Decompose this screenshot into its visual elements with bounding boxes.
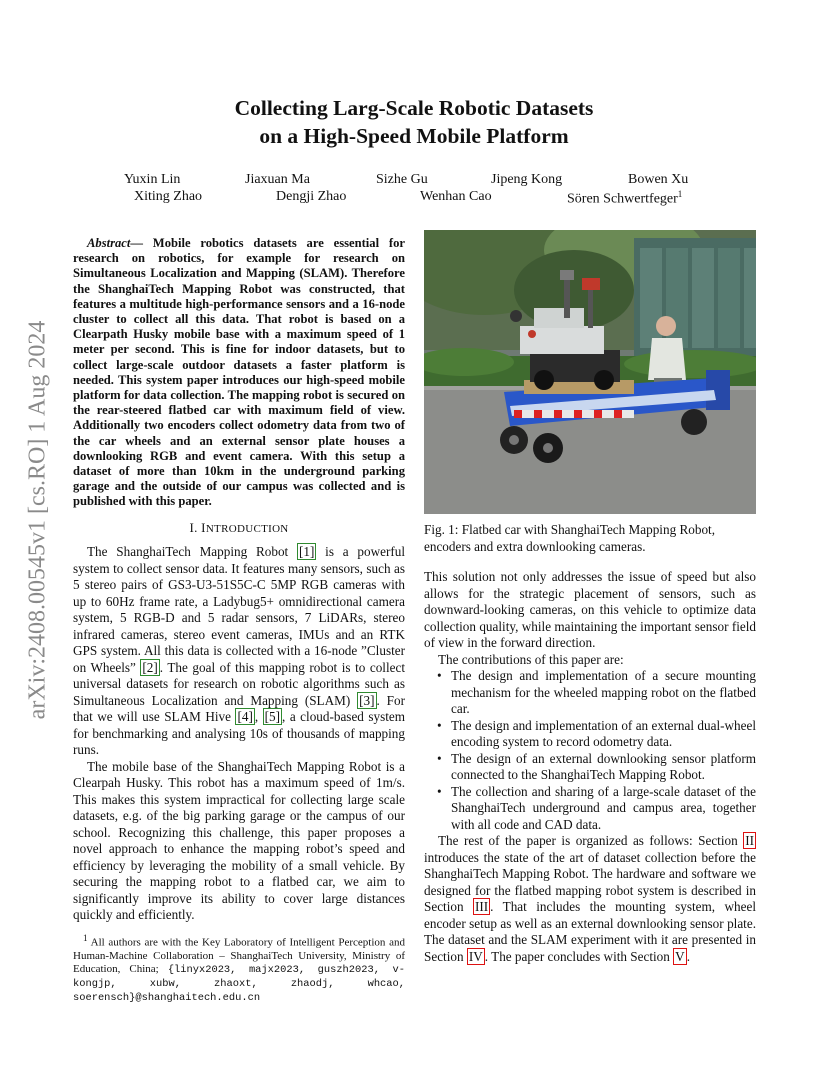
arxiv-side-label (18, 285, 58, 755)
title-line-1: Collecting Larg-Scale Robotic Datasets (234, 96, 594, 120)
intro-text: . For that we will use SLAM Hive (73, 692, 405, 724)
citation-link[interactable]: [5] (264, 709, 281, 724)
section-ref-link[interactable]: III (474, 899, 489, 914)
body-text: introduces the state of the art of dataset collection before the ShanghaiTech Mapping Robot. The hardware and software we designed for the flatbed mapping robot system is described in Section (424, 849, 756, 914)
intro-paragraph-1 (73, 544, 405, 759)
citation-link[interactable]: [1] (299, 544, 315, 559)
flatbed-car-photo (424, 230, 756, 514)
intro-text: is a powerful system to collect sensor data. It features many sensors, such as 5 stereo pairs of GS3-U3-51S5C-C 5MP RGB cameras with up to 60Hz frame rate, a Ladybug5+ omnidirectional camera system, 5 RGB-D and 5 radar sensors, 7 LiDARs, stereo infrared cameras, stereo event cameras, IMUs and an RTK GPS system. All this data is collected with a 16-node ”Cluster on Wheels” (73, 544, 405, 675)
intro-paragraph-2: The mobile base of the ShanghaiTech Mapping Robot is a Clearpah Husky. This robot has a maximum speed of 1m/s. This makes this system impractical for collecting large scale datasets, e.g. of the big parking garage or the campus of our school. Recognizing this challenge, this paper proposes a novel approach to enhance the mapping robot’s speed and efficiency by leveraging the mobility of a small vehicle. By securing the mapping robot to a flatbed car, we aim to significantly improve its ability to cover large distances quickly and efficiently. (73, 758, 405, 922)
abstract-dash: — (130, 236, 143, 250)
author-name: Sizhe Gu (376, 172, 428, 187)
title-line-2: on a High-Speed Mobile Platform (259, 124, 569, 148)
author-name: Bowen Xu (628, 172, 689, 187)
author-name (567, 189, 682, 208)
author-name: Jipeng Kong (491, 172, 563, 187)
figure-1-photo (424, 230, 756, 514)
author-footnote (73, 932, 405, 1006)
author-name: Yuxin Lin (124, 172, 181, 187)
right-column-body (424, 569, 756, 965)
citation-link[interactable]: [4] (237, 709, 253, 724)
arxiv-identifier: arXiv:2408.00545v1 [cs.RO] 1 Aug 2024 (24, 320, 51, 720)
section-title-rest: NTRODUCTION (205, 523, 289, 535)
section-ref-link[interactable]: IV (468, 948, 483, 964)
author-name: Jiaxuan Ma (245, 172, 310, 187)
author-name: Wenhan Cao (420, 189, 492, 204)
intro-text: The ShanghaiTech Mapping Robot (87, 544, 297, 559)
section-ref-link[interactable]: V (675, 948, 685, 964)
author-name-text: Sören Schwertfeger (567, 191, 678, 207)
contributions-list (424, 668, 756, 833)
section-ref-link[interactable]: II (745, 833, 754, 848)
intro-text: . The goal of this mapping robot is to collect universal datasets for research on robotic algorithms such as Simultaneous Localization and Mapping (SLAM) (73, 659, 405, 708)
introduction-body (73, 544, 405, 924)
abstract-label: Abstract (87, 236, 131, 250)
figure-1-caption: Fig. 1: Flatbed car with ShanghaiTech Mapping Robot, encoders and extra downlooking cameras. (424, 522, 715, 554)
list-item: • The design and implementation of an external dual-wheel encoding system to record odometry data. (424, 718, 756, 751)
citation-link[interactable]: [3] (359, 692, 375, 708)
footnote-text: All authors are with the Key Laboratory of Intelligent Perception and Human-Machine Collaboration – ShanghaiTech University, Ministry of Education, China; (73, 936, 405, 976)
citation-link[interactable]: [2] (142, 659, 158, 675)
list-item: • The design of an external downlooking sensor platform connected to the ShanghaiTech Mapping Robot. (424, 751, 756, 784)
abstract-text: Mobile robotics datasets are essential for research on robotics, for example for research on Simultaneous Localization and Mapping (SLAM). Therefore the ShanghaiTech Mapping Robot was constructed, that features a multitude high-performance sensors and a 16-node cluster to collect all this data. That robot is based on a Clearpath Husky mobile base with a maximum speed of 1 meter per second. This is fine for indoor datasets, but to collect large-scale outdoor datasets a faster platform is needed. This system paper introduces our high-speed mobile platform for data collection. The mapping robot is secured on the rear-steered flatbed car with maximum field of view. Additionally two encoders collect odometry data from two of the car wheels and an external sensor plate houses a downlooking RGB and event camera. With this setup a dataset of more than 10km in the underground parking garage and the outside of our campus was collected and is published with this paper. (73, 236, 405, 509)
footnote-emails: {linyx2023, majx2023, guszh2023, v-kongjp, xubw, zhaoxt, zhaodj, whcao, soerensch}@shanghaitech.edu.cn (73, 964, 405, 1005)
list-item: • The design and implementation of a secure mounting mechanism for the wheeled mapping robot on the flatbed car. (424, 668, 756, 718)
list-item: • The collection and sharing of a large-scale dataset of the ShanghaiTech underground and campus area, together with all code and CAD data. (424, 784, 756, 834)
author-footnote-mark: 1 (677, 189, 683, 199)
section-numeral: I. (189, 520, 202, 535)
body-text: . The paper concludes with Section (484, 948, 674, 964)
intro-text: , (254, 709, 263, 724)
section-title-initial: I (201, 520, 206, 535)
author-name: Xiting Zhao (134, 189, 203, 204)
footnote-mark: 1 (83, 933, 88, 943)
paper-title (0, 94, 828, 150)
author-name: Dengji Zhao (276, 189, 347, 204)
body-text: . (686, 948, 690, 964)
intro-text: , a cloud-based system for benchmarking and analysing 10s of thousands of mapping runs. (73, 709, 406, 757)
section-heading-introduction (73, 520, 405, 536)
body-text: . That includes the mounting system, wheel encoder setup as well as an external downlooking sensor plate. The dataset and the SLAM experiment with it are presented in Section (424, 899, 756, 964)
organization-paragraph (424, 833, 756, 965)
abstract (73, 236, 405, 510)
right-paragraph-1: This solution not only addresses the issue of speed but also allows for the strategic placement of sensors, such as downward-looking cameras, on this vehicle to optimize data collection quality, while maintaining the important sensor field of view in the forward direction. (424, 569, 756, 650)
body-text: The rest of the paper is organized as follows: Section (438, 833, 744, 848)
contributions-intro: The contributions of this paper are: (438, 651, 624, 667)
